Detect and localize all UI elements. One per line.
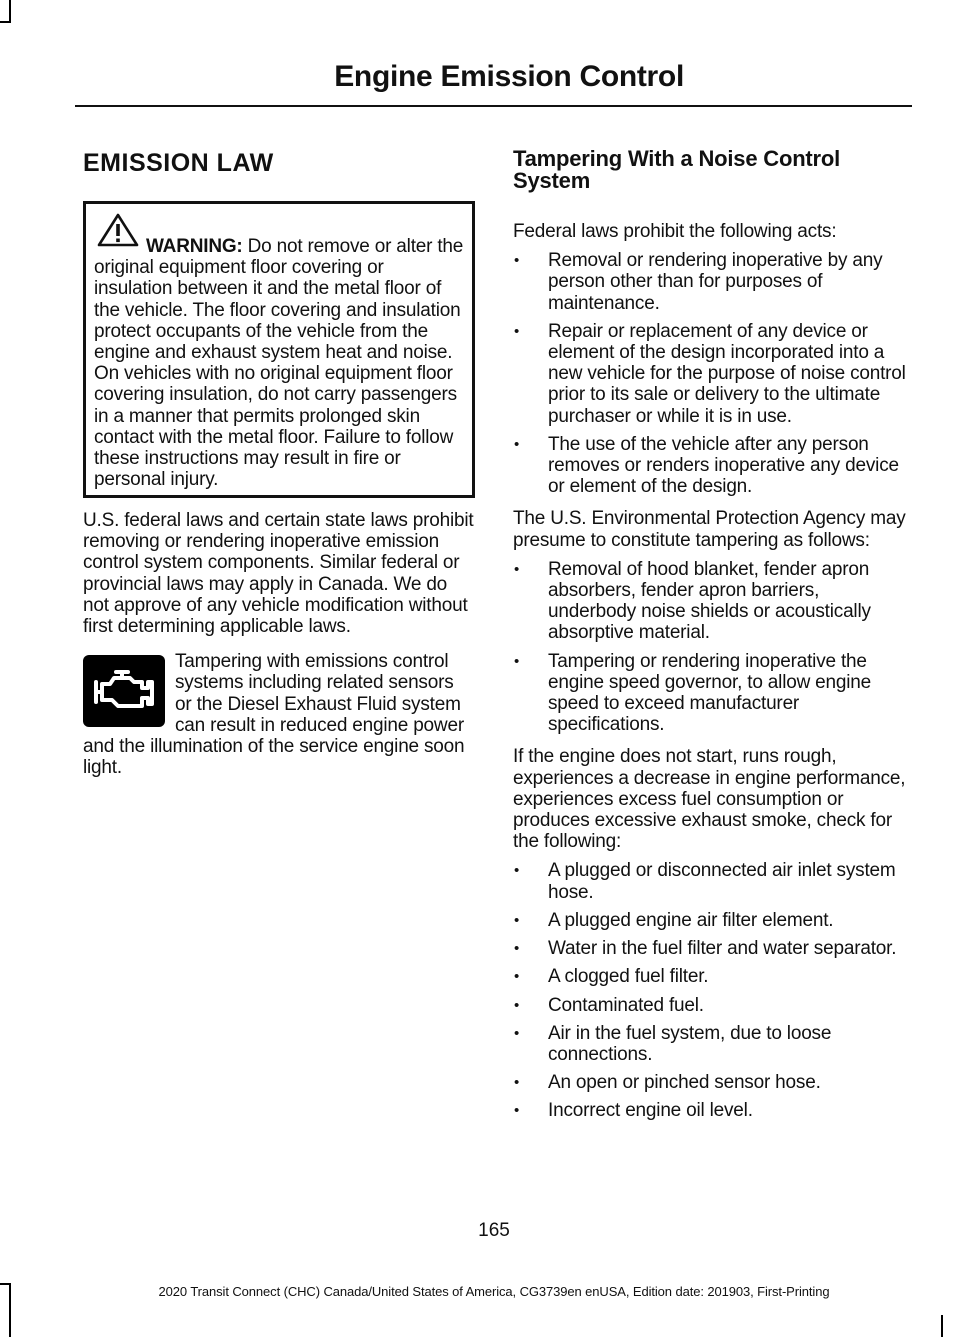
list-item: • A clogged fuel filter. [513, 966, 909, 987]
list-item: • Repair or replacement of any device or element of the design incorporated into a new vehicle for the purpose of noise control prior to its sale or delivery to the ultimate purchaser or while it is in use. [513, 321, 909, 427]
tampering-note [83, 651, 475, 778]
warning-box [83, 201, 475, 498]
warning-triangle-icon [96, 212, 140, 248]
page-number: 165 [478, 1220, 510, 1241]
list-item: • Contaminated fuel. [513, 995, 909, 1016]
list-item: • Tampering or rendering inoperative the engine speed governor, to allow engine speed to exceed manufacturer specifications. [513, 651, 909, 736]
list-prohibited-acts [513, 250, 909, 497]
page-header-title: Engine Emission Control [334, 60, 684, 93]
intro-epa: The U.S. Environmental Protection Agency may presume to constitute tampering as follows: [513, 508, 906, 551]
list-item: • A plugged or disconnected air inlet system hose. [513, 860, 909, 902]
list-item: • A plugged engine air filter element. [513, 910, 909, 931]
check-engine-icon [83, 655, 165, 727]
tampering-text: Tampering with emissions control systems including related sensors or the Diesel Exhaust Fluid system can result in reduced engine power and the illumination of the service engine soon light. [83, 651, 465, 779]
list-item: • Removal or rendering inoperative by any person other than for purposes of maintenance. [513, 250, 909, 314]
section-heading-noise-control: Tampering With a Noise Control System [513, 146, 841, 193]
crop-mark [9, 0, 11, 23]
list-item: • Air in the fuel system, due to loose connections. [513, 1023, 909, 1065]
crop-mark [941, 1315, 943, 1337]
list-item: • Incorrect engine oil level. [513, 1100, 909, 1121]
right-column [513, 148, 909, 1129]
list-item: • The use of the vehicle after any person removes or renders inoperative any device or element of the design. [513, 434, 909, 498]
crop-mark [0, 21, 11, 23]
intro-engine-check: If the engine does not start, runs rough, experiences a decrease in engine performance, experiences excess fuel consumption or produces excessive exhaust smoke, check for the following: [513, 746, 906, 853]
left-column [83, 148, 475, 778]
list-tampering [513, 559, 909, 736]
warning-body: Do not remove or alter the original equipment floor covering or insulation between it and the metal floor of the vehicle. The floor covering and insulation protect occupants of the vehicle from the engine and exhaust system heat and noise. On vehicles with no original equipment floor covering insulation, do not carry passengers in a manner that permits prolonged skin contact with the metal floor. Failure to follow these instructions may result in fire or personal injury. [94, 236, 464, 491]
section-heading-emission-law: EMISSION LAW [83, 149, 274, 177]
list-engine-checks [513, 860, 909, 1121]
paragraph-federal-laws: U.S. federal laws and certain state laws prohibit removing or rendering inoperative emission control system components. Similar federal or provincial laws may apply in Canada. We do not approve of any vehicle modification without first determining applicable laws. [83, 510, 474, 638]
warning-text [94, 214, 466, 490]
header-divider [75, 105, 912, 107]
intro-federal-acts: Federal laws prohibit the following acts: [513, 221, 837, 242]
list-item: • Removal of hood blanket, fender apron absorbers, fender apron barriers, underbody noise shields or acoustically absorptive material. [513, 559, 909, 644]
list-item: • Water in the fuel filter and water separator. [513, 938, 909, 959]
warning-label: WARNING: [146, 236, 243, 257]
footer-edition: 2020 Transit Connect (CHC) Canada/United States of America, CG3739en enUSA, Edition date: 201903, First-Printing [158, 1284, 830, 1299]
list-item: • An open or pinched sensor hose. [513, 1072, 909, 1093]
